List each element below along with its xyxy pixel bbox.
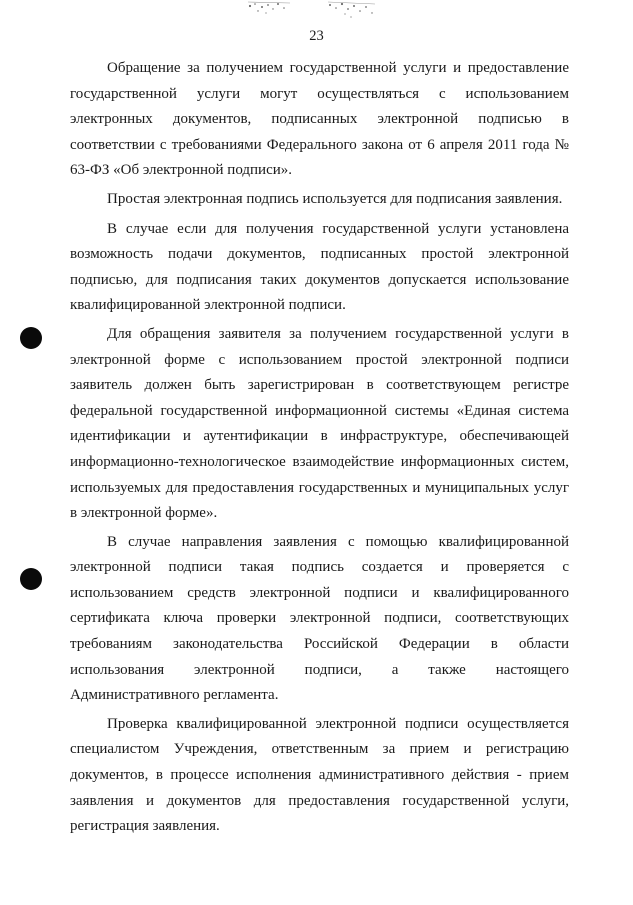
punch-hole-mark: [20, 568, 42, 590]
paragraph-registration-requirement: Для обращения заявителя за получением государственной услуги в электронной форме с использованием простой электронной подписи заявитель должен быть зарегистрирован в соответствующем регистре федеральной государственной информационной системы «Единая система идентификации и аутентификации в инфраструктуре, обеспечивающей информационно-технологическое взаимодействие информационных систем, используемых для предоставления государственных и муниципальных услуг в электронной форме».: [70, 325, 569, 522]
paragraph-qualified-signature-allowed: В случае если для получения государственной услуги установлена возможность подачи документов, подписанных простой электронной подписью, для подписания таких документов допускается использование квалифицированной электронной подписи.: [70, 220, 569, 314]
punch-hole-mark: [20, 327, 42, 349]
paragraph-signature-verification: Проверка квалифицированной электронной подписи осуществляется специалистом Учреждения, ответственным за прием и регистрацию документов, в процессе исполнения административного действия - прием заявления и документов для предоставления государственной услуги, регистрация заявления.: [70, 715, 569, 835]
document-body: [70, 56, 569, 843]
page-number: 23: [309, 28, 324, 44]
paragraph-qualified-signature-creation: В случае направления заявления с помощью квалифицированной электронной подписи такая подпись создается и проверяется с использованием средств электронной подписи и квалифицированного сертификата ключа проверки электронной подписи, соответствующих требованиям законодательства Российской Федерации в области использования электронной подписи, а также настоящего Административного регламента.: [70, 533, 569, 704]
scan-noise-marks: [0, 0, 633, 30]
paragraph-simple-signature: Простая электронная подпись используется для подписания заявления.: [107, 190, 563, 207]
paragraph-electronic-documents: Обращение за получением государственной услуги и предоставление государственной услуги могут осуществляться с использованием электронных документов, подписанных электронной подписью в соответствии с требованиями Федерального закона от 6 апреля 2011 года № 63-ФЗ «Об электронной подписи».: [70, 60, 569, 179]
